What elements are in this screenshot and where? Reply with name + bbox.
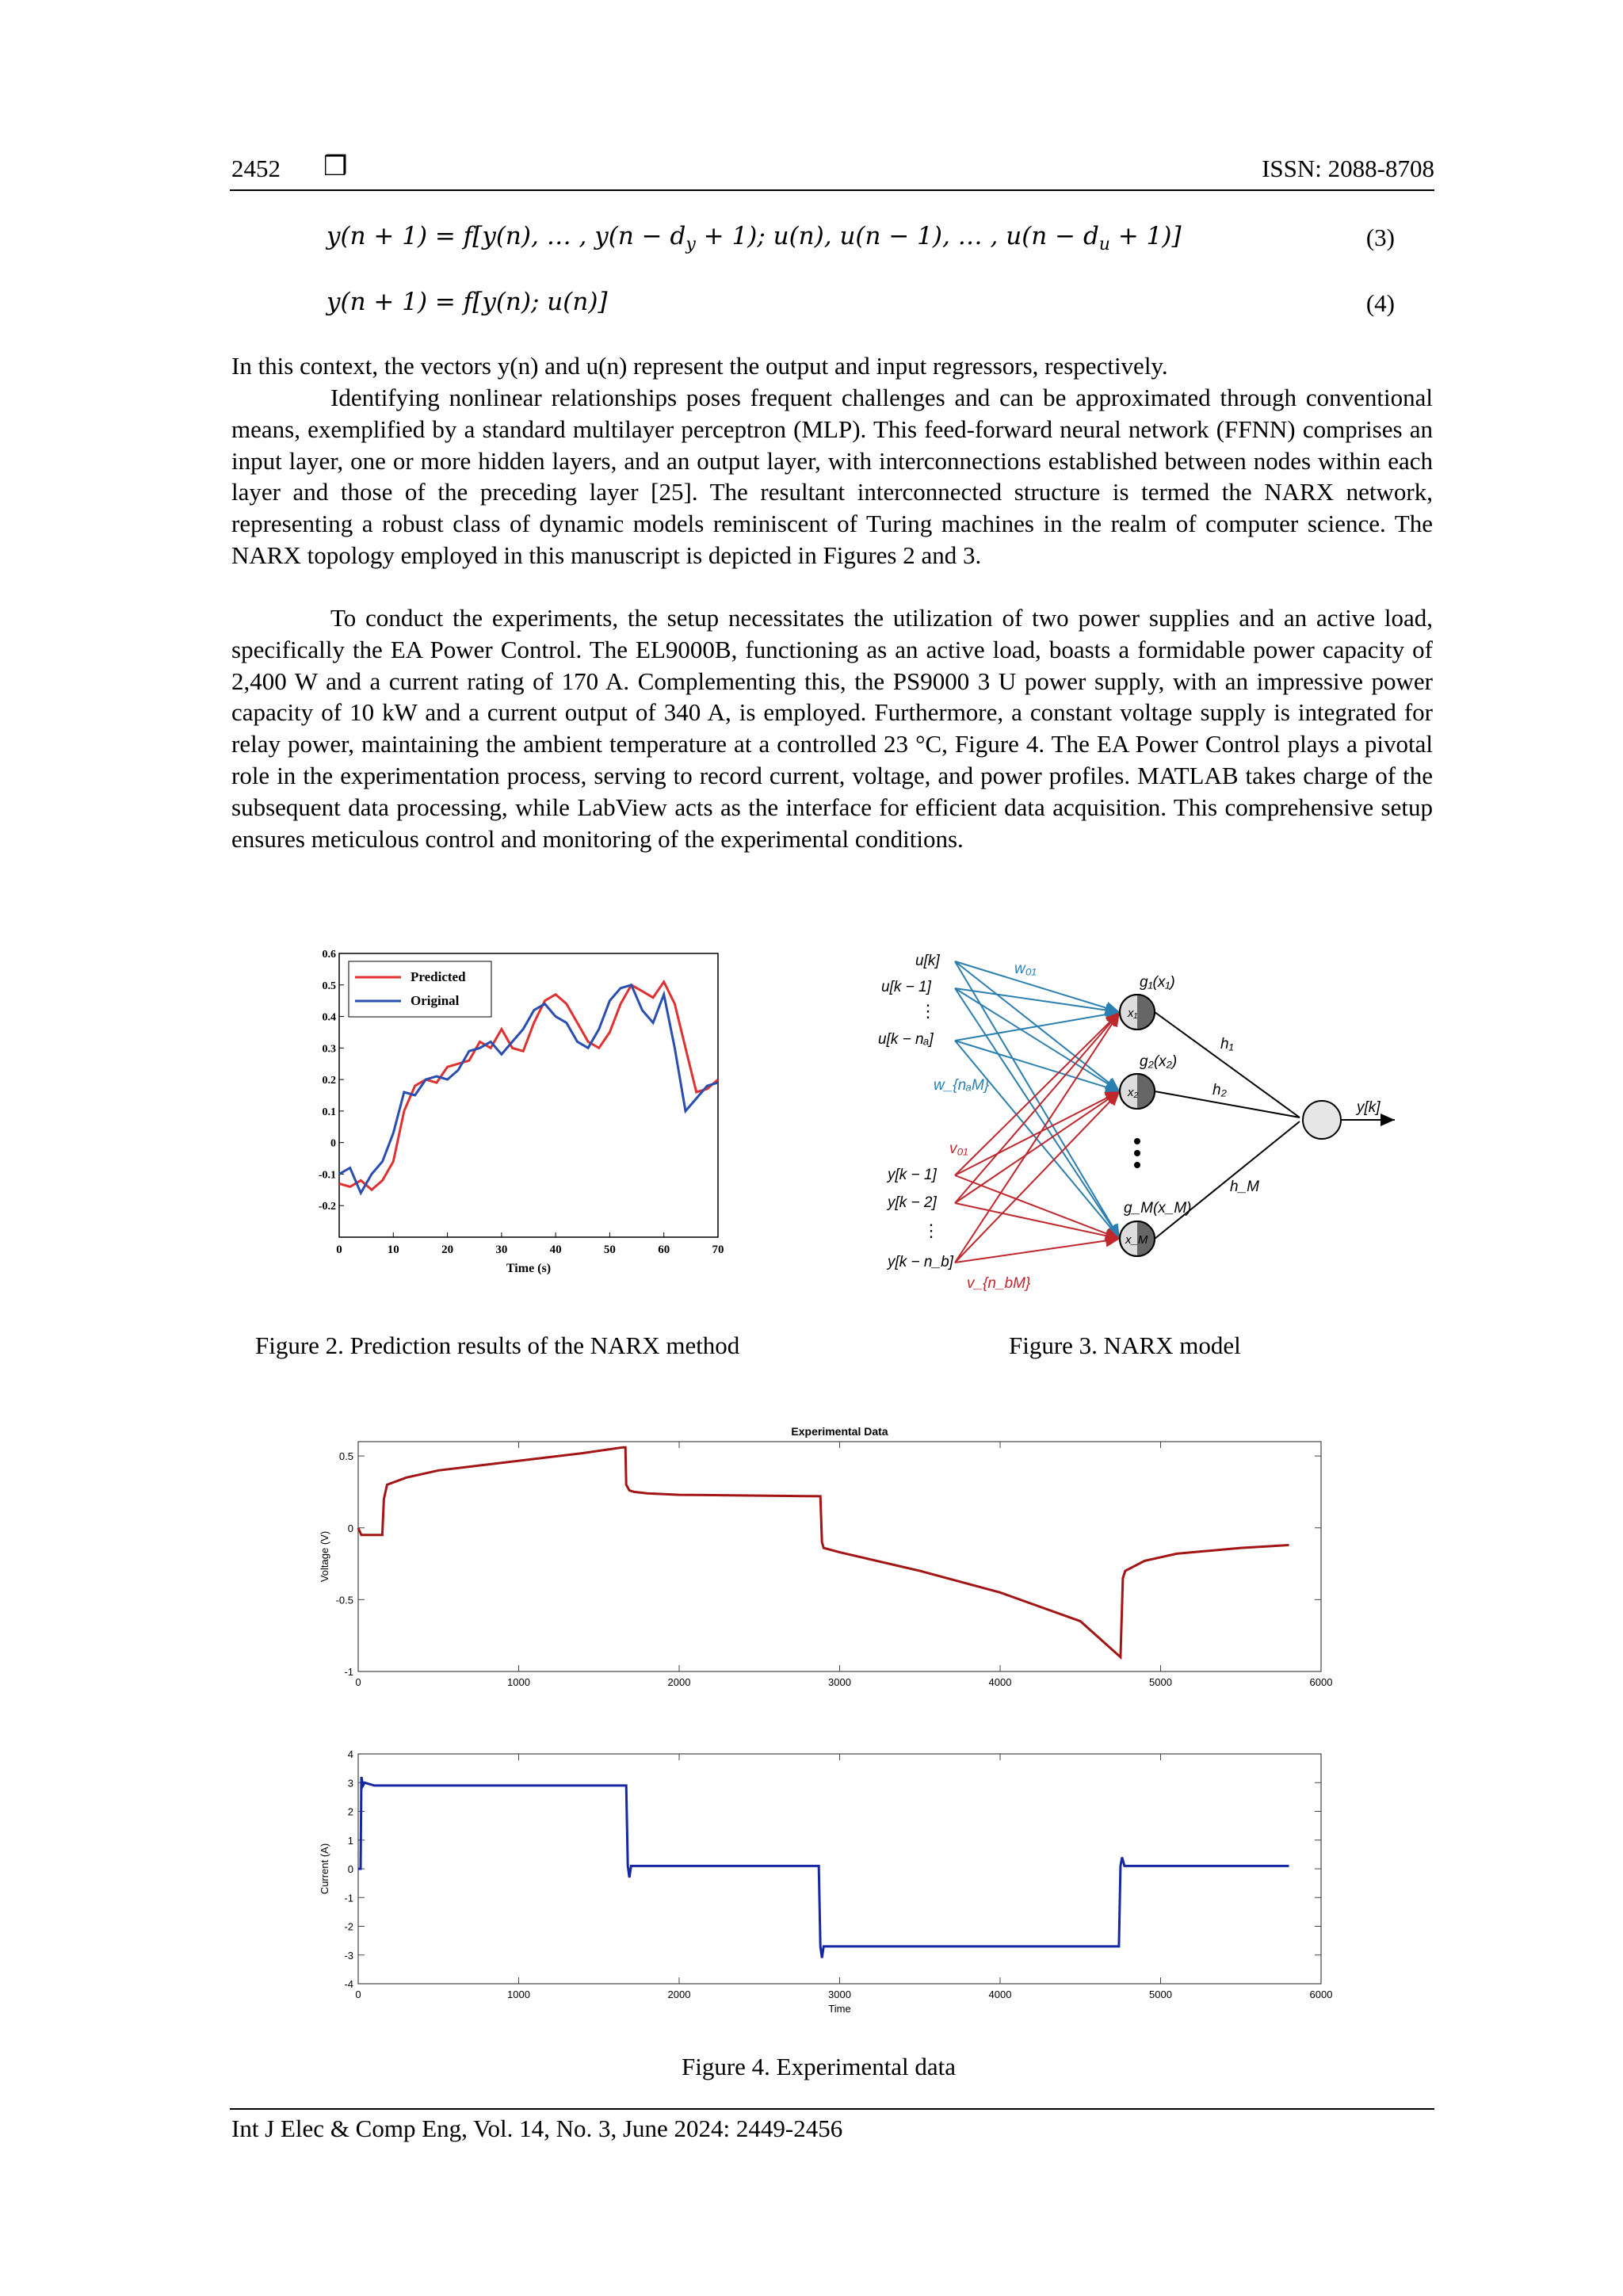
figure-2-caption: Figure 2. Prediction results of the NARX method: [255, 1331, 740, 1359]
paragraph-3: To conduct the experiments, the setup necessitates the utilization of two power supplies and an active load, specifically the EA Power Control. The EL9000B, functioning as an active load, boasts a formidable power capacity of 2,400 W and a current rating of 170 A. Complementing this, the PS9000 3 U power supply, with an impressive power capacity of 10 kW and a current output of 340 A, is employed. Furthermore, a constant voltage supply is integrated for relay power, maintaining the ambient temperature at a controlled 23 °C, Figure 4. The EA Power Control plays a pivotal role in the experimentation process, serving to record current, voltage, and power profiles. MATLAB takes charge of the subsequent data processing, while LabView acts as the interface for efficient data acquisition. This comprehensive setup ensures meticulous control and monitoring of the experimental conditions.: [231, 604, 1433, 853]
x-tick-label: 20: [441, 1244, 454, 1256]
y-tick-label: 1: [347, 1834, 353, 1847]
x-tick-label: 2000: [667, 1988, 691, 2000]
footer-text: Int J Elec & Comp Eng, Vol. 14, No. 3, June 2024: 2449-2456: [231, 2115, 843, 2142]
equation-4-number: (4): [1365, 289, 1395, 317]
y-tick-label: 0.5: [338, 1450, 353, 1463]
xM-label: x_M: [1125, 1233, 1148, 1247]
y-tick-label: 0.1: [322, 1106, 336, 1118]
footer-rule: [230, 2108, 1434, 2110]
y-tick-label: 0: [347, 1863, 353, 1875]
y-tick-label: -0.2: [318, 1201, 336, 1213]
x-tick-label: 60: [658, 1244, 670, 1256]
x2-label: x₂: [1128, 1086, 1139, 1099]
x-tick-label: 5000: [1149, 1988, 1172, 2000]
figure-4-caption: Figure 4. Experimental data: [682, 2053, 957, 2080]
g1-label: g₁(x₁): [1140, 974, 1175, 991]
page-number: 2452: [231, 155, 281, 182]
x-tick-label: 4000: [988, 1988, 1012, 2000]
x-tick-label: 3000: [828, 1988, 851, 2000]
output-label: y[k]: [1357, 1099, 1381, 1116]
weight-wnaM: w_{nₐM}: [934, 1077, 990, 1094]
x-tick-label: 1000: [507, 1676, 530, 1688]
x-tick-label: 5000: [1149, 1676, 1172, 1688]
y-axis-label: Voltage (V): [319, 1530, 330, 1583]
y-tick-label: -1: [344, 1666, 353, 1678]
y-tick-label: 0.2: [322, 1075, 336, 1087]
x-tick-label: 0: [336, 1244, 342, 1256]
input-y-nb: y[k − n_b]: [888, 1254, 953, 1270]
input-u-1: u[k − 1]: [881, 979, 931, 995]
out-edge-2: [1155, 1091, 1300, 1117]
y-tick-label: -2: [344, 1920, 353, 1933]
x-tick-label: 4000: [988, 1676, 1012, 1688]
y-tick-label: 0.4: [322, 1011, 336, 1024]
y-tick-label: 0.5: [322, 980, 336, 992]
input-y-dots: ⋮: [922, 1221, 940, 1240]
input-u-dots: ⋮: [919, 1001, 937, 1021]
y-tick-label: -1: [344, 1892, 353, 1904]
x1-label: x₁: [1128, 1007, 1138, 1020]
x-tick-label: 0: [355, 1676, 361, 1688]
y-edge: [955, 1239, 1120, 1263]
plot-frame: [358, 1754, 1321, 1984]
weight-vnbM: v_{n_bM}: [967, 1275, 1031, 1292]
x-tick-label: 2000: [667, 1676, 691, 1688]
y-tick-label: 3: [347, 1777, 353, 1790]
x-tick-label: 50: [603, 1244, 616, 1256]
output-neuron: [1303, 1101, 1341, 1139]
y-edge: [955, 1091, 1120, 1263]
x-tick-label: 3000: [828, 1676, 851, 1688]
u-edge: [955, 988, 1120, 1012]
figure-3-connections: [955, 961, 1120, 1263]
weight-w01: w₀₁: [1014, 961, 1037, 977]
equation-3-number: (3): [1365, 223, 1395, 251]
x-tick-label: 40: [549, 1244, 562, 1256]
x-tick-label: 6000: [1309, 1988, 1333, 2000]
x-tick-label: 0: [355, 1988, 361, 2000]
figure-3-caption: Figure 3. NARX model: [1009, 1331, 1241, 1359]
figure-3-diagram: [872, 939, 1411, 1304]
figure-4-voltage-plot: [319, 1425, 1332, 1688]
y-tick-label: 4: [347, 1748, 353, 1760]
y-tick-label: -4: [344, 1978, 353, 1990]
y-tick-label: 0.3: [322, 1043, 336, 1056]
input-y-1: y[k − 1]: [888, 1167, 937, 1183]
h1-label: h₁: [1220, 1036, 1234, 1052]
y-tick-label: -0.5: [335, 1594, 353, 1606]
legend-label: Predicted: [411, 969, 466, 984]
header-rule: [230, 189, 1434, 191]
y-axis-label: Current (A): [319, 1843, 330, 1895]
figure-4-chart: [309, 1415, 1347, 2025]
x-axis-label: Time (s): [506, 1262, 552, 1275]
paragraph-1: In this context, the vectors y(n) and u(n) represent the output and input regressors, respectively.: [231, 352, 1168, 380]
weight-v01: v₀₁: [949, 1140, 968, 1157]
y-tick-label: 0.6: [322, 949, 336, 961]
y-tick-label: 0: [347, 1522, 353, 1534]
y-edge: [955, 1012, 1120, 1263]
x-tick-label: 6000: [1309, 1676, 1333, 1688]
figure-4-current-plot: [319, 1748, 1332, 2015]
input-y-2: y[k − 2]: [888, 1194, 937, 1211]
input-u-0: u[k]: [915, 953, 940, 969]
plot-frame: [358, 1442, 1321, 1671]
y-tick-label: 2: [347, 1805, 353, 1818]
issn: ISSN: 2088-8708: [1262, 155, 1434, 182]
x-tick-label: 70: [712, 1244, 724, 1256]
legend-label: Original: [411, 993, 460, 1008]
equation-3: y(n + 1) = f[y(n), … , $y(n - d_y + 1)$; u(n), u(n − 1), … , $u(n - d_u + 1)$]: [327, 222, 1182, 255]
g2-label: g₂(x₂): [1140, 1053, 1178, 1070]
y-tick-label: -0.1: [318, 1169, 336, 1182]
header-symbol: ❒: [323, 152, 348, 181]
h2-label: h₂: [1212, 1082, 1227, 1098]
input-u-na: u[k − nₐ]: [878, 1031, 934, 1048]
out-edge-M: [1155, 1121, 1300, 1239]
figure-2-chart: [317, 943, 745, 1292]
equation-4: y(n + 1) = f[y(n); u(n)]: [327, 288, 608, 316]
chart-title: Experimental Data: [791, 1425, 888, 1438]
x-tick-label: 1000: [507, 1988, 530, 2000]
figure-2-plot: [319, 949, 724, 1275]
paragraph-2: Identifying nonlinear relationships poses frequent challenges and can be approximated through conventional means, exemplified by a standard multilayer perceptron (MLP). This feed-forward neural network (FFNN) comprises an input layer, one or more hidden layers, and an output layer, with interconnections established between nodes within each layer and those of the preceding layer [25]. The resultant interconnected structure is termed the NARX network, representing a robust class of dynamic models reminiscent of Turing machines in the realm of computer science. The NARX topology employed in this manuscript is depicted in Figures 2 and 3.: [231, 384, 1433, 569]
y-edge: [955, 1091, 1120, 1175]
x-tick-label: 10: [387, 1244, 399, 1256]
y-edge: [955, 1175, 1120, 1239]
hidden-dots: [1134, 1138, 1140, 1168]
gM-label: g_M(x_M): [1124, 1200, 1192, 1217]
x-axis-label: Time: [828, 2003, 851, 2015]
y-tick-label: -3: [344, 1949, 353, 1962]
hM-label: h_M: [1230, 1179, 1259, 1195]
x-tick-label: 30: [495, 1244, 508, 1256]
y-tick-label: 0: [330, 1137, 336, 1150]
